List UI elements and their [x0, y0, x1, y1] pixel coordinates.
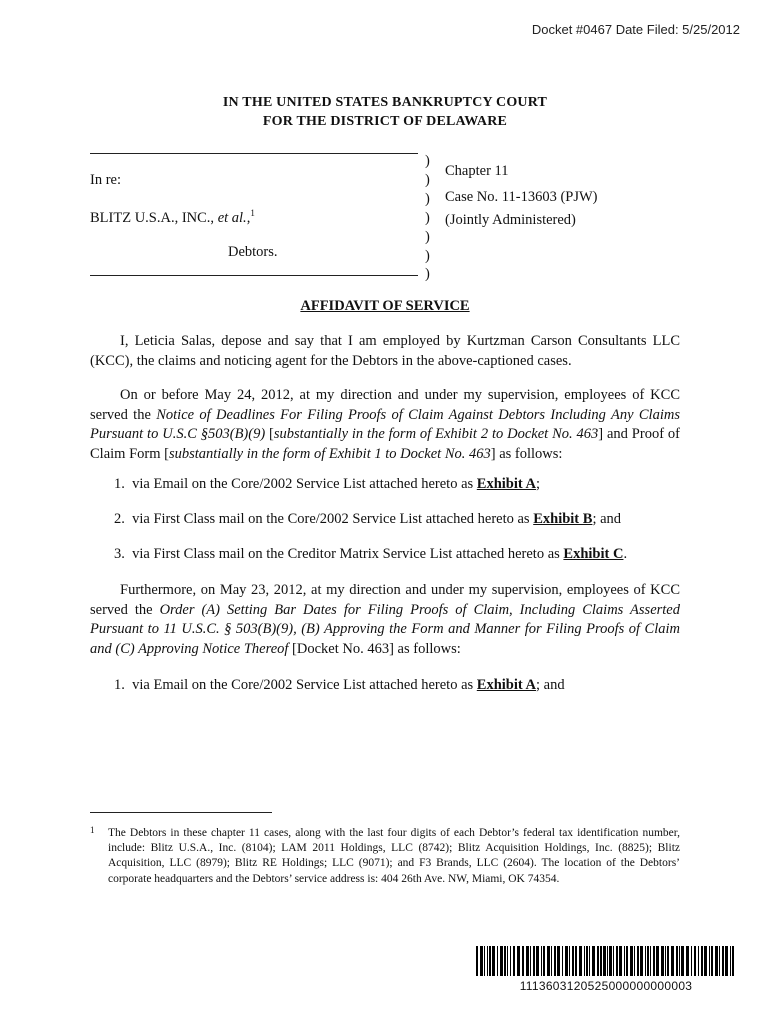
barcode-bar	[543, 946, 545, 976]
caption-paren: )	[425, 153, 430, 169]
case-number: Case No. 11-13603 (PJW)	[445, 189, 598, 205]
caption-paren: )	[425, 191, 430, 207]
barcode-bar	[586, 946, 588, 976]
barcode-bar	[640, 946, 643, 976]
barcode-bar	[711, 946, 713, 976]
barcode-bar	[691, 946, 692, 976]
barcode-number: 1113603120525000000000003	[519, 979, 693, 993]
caption-paren: )	[425, 210, 430, 226]
barcode-bar	[500, 946, 503, 976]
footnote-text: The Debtors in these chapter 11 cases, along with the last four digits of each Debtor’s federal tax identification number, include: Blitz U.S.A., Inc. (8104); LAM 2011 Holdings, LLC (8742); Blitz Acquisition Holdings, Inc. (8825); Blitz Acquisition, LLC (8979); Blitz RE Holdings; LLC (9071); and F3 Brands, LLC (2604). The location of the Debtors’ corporate headquarters and the Debtors’ service address is: 404 26th Ave. NW, Miami, OK 74354.	[108, 827, 680, 885]
chapter-label: Chapter 11	[445, 163, 509, 179]
barcode-bar	[637, 946, 639, 976]
footnote-rule	[90, 812, 272, 813]
barcode-bar	[709, 946, 710, 976]
barcode-bar	[513, 946, 515, 976]
barcode-bar	[647, 946, 649, 976]
jointly-administered: (Jointly Administered)	[445, 212, 576, 228]
document-title: AFFIDAVIT OF SERVICE	[300, 298, 470, 314]
barcode-bar	[701, 946, 703, 976]
barcode-bar	[704, 946, 707, 976]
barcode-bar	[671, 946, 674, 976]
barcode-bar	[732, 946, 734, 976]
barcode-bar	[480, 946, 483, 976]
barcode-bar	[565, 946, 568, 976]
barcode-bar	[661, 946, 664, 976]
list-item: 1. via Email on the Core/2002 Service List attached hereto as Exhibit A; and	[114, 677, 565, 693]
barcode-bar	[554, 946, 556, 976]
barcode-bar	[681, 946, 684, 976]
barcode-bar	[686, 946, 689, 976]
barcode	[476, 946, 736, 976]
caption-paren: )	[425, 172, 430, 188]
barcode-bar	[541, 946, 542, 976]
barcode-bar	[557, 946, 560, 976]
barcode-bar	[634, 946, 635, 976]
caption-paren: )	[425, 229, 430, 245]
in-re-label: In re:	[90, 172, 121, 188]
barcode-bar	[653, 946, 655, 976]
barcode-bar	[489, 946, 491, 976]
footnote-mark: 1	[90, 825, 95, 835]
barcode-bar	[626, 946, 628, 976]
exhibit-b-ref: Exhibit B	[533, 511, 593, 527]
exhibit-c-ref: Exhibit C	[563, 546, 624, 562]
list-item: 1. via Email on the Core/2002 Service List attached hereto as Exhibit A;	[114, 476, 541, 492]
barcode-bar	[676, 946, 678, 976]
list-item: 2. via First Class mail on the Core/2002 Service List attached hereto as Exhibit B; and	[114, 511, 622, 527]
barcode-bar	[667, 946, 669, 976]
barcode-bar	[551, 946, 552, 976]
barcode-bar	[609, 946, 612, 976]
barcode-bar	[650, 946, 651, 976]
barcode-bar	[730, 946, 731, 976]
barcode-bar	[487, 946, 488, 976]
caption-top-rule	[90, 153, 418, 154]
court-name-line1: IN THE UNITED STATES BANKRUPTCY COURT	[222, 95, 548, 110]
paragraph-service-notice: On or before May 24, 2012, at my direction and under my supervision, employees of KCC served the Notice of Deadlines For Filing Proofs of Claim Against Debtors Including Any Claims Pursuant to U.S.C §503(B)(9) [substantially in the form of Exhibit 2 to Docket No. 463] and Proof of Claim Form [substantially in the form of Exhibit 1 to Docket No. 463] as follows:	[90, 387, 680, 462]
footnote-ref: 1	[250, 208, 255, 218]
barcode-bar	[522, 946, 524, 976]
debtor-name: BLITZ U.S.A., INC., et al.,$^1$	[90, 208, 255, 226]
barcode-bar	[510, 946, 511, 976]
court-name-line2: FOR THE DISTRICT OF DELAWARE	[262, 114, 508, 129]
barcode-bar	[504, 946, 506, 976]
barcode-bar	[698, 946, 699, 976]
barcode-bar	[507, 946, 508, 976]
exhibit-a-ref: Exhibit A	[476, 677, 537, 693]
footnote	[90, 826, 680, 887]
barcode-bar	[533, 946, 535, 976]
barcode-bar	[592, 946, 595, 976]
barcode-bar	[722, 946, 724, 976]
barcode-bar	[526, 946, 529, 976]
barcode-bar	[630, 946, 633, 976]
barcode-bar	[589, 946, 590, 976]
paragraph-intro: I, Leticia Salas, depose and say that I am employed by Kurtzman Carson Consultants LLC (KCC), the claims and noticing agent for the Debtors in the above-captioned cases.	[90, 333, 680, 369]
barcode-bar	[719, 946, 720, 976]
barcode-bar	[613, 946, 614, 976]
exhibit-a-ref: Exhibit A	[476, 476, 537, 492]
barcode-bar	[607, 946, 608, 976]
barcode-bar	[725, 946, 728, 976]
barcode-bar	[603, 946, 606, 976]
caption-paren: )	[425, 266, 430, 282]
barcode-bar	[656, 946, 659, 976]
barcode-bar	[484, 946, 485, 976]
list-item: 3. via First Class mail on the Creditor Matrix Service List attached hereto as Exhibit C.	[114, 546, 628, 562]
debtors-label: Debtors.	[228, 244, 278, 260]
barcode-bar	[536, 946, 539, 976]
barcode-bar	[645, 946, 646, 976]
barcode-bar	[497, 946, 498, 976]
caption-bottom-rule	[90, 275, 418, 276]
barcode-bar	[562, 946, 563, 976]
barcode-bar	[492, 946, 495, 976]
barcode-bar	[584, 946, 585, 976]
barcode-bar	[694, 946, 696, 976]
barcode-bar	[624, 946, 625, 976]
paragraph-service-order: Furthermore, on May 23, 2012, at my direction and under my supervision, employees of KCC served the Order (A) Setting Bar Dates for Filing Proofs of Claim, Including Claims Asserted Pursuant to 11 U.S.C. § 503(B)(9), (B) Approving the Form and Manner for Filing Proofs of Claim and (C) Approving Notice Thereof [Docket No. 463] as follows:	[90, 582, 680, 657]
barcode-bar	[476, 946, 478, 976]
barcode-bar	[679, 946, 680, 976]
barcode-bar	[665, 946, 666, 976]
barcode-bar	[547, 946, 550, 976]
barcode-bar	[616, 946, 618, 976]
barcode-bar	[517, 946, 520, 976]
barcode-bar	[715, 946, 718, 976]
barcode-bar	[530, 946, 531, 976]
barcode-bar	[572, 946, 574, 976]
barcode-bar	[597, 946, 599, 976]
barcode-bar	[575, 946, 577, 976]
barcode-bar	[579, 946, 582, 976]
barcode-bar	[600, 946, 602, 976]
docket-header: Docket #0467 Date Filed: 5/25/2012	[531, 22, 740, 37]
barcode-bar	[619, 946, 622, 976]
barcode-bar	[569, 946, 570, 976]
caption-paren: )	[425, 248, 430, 264]
